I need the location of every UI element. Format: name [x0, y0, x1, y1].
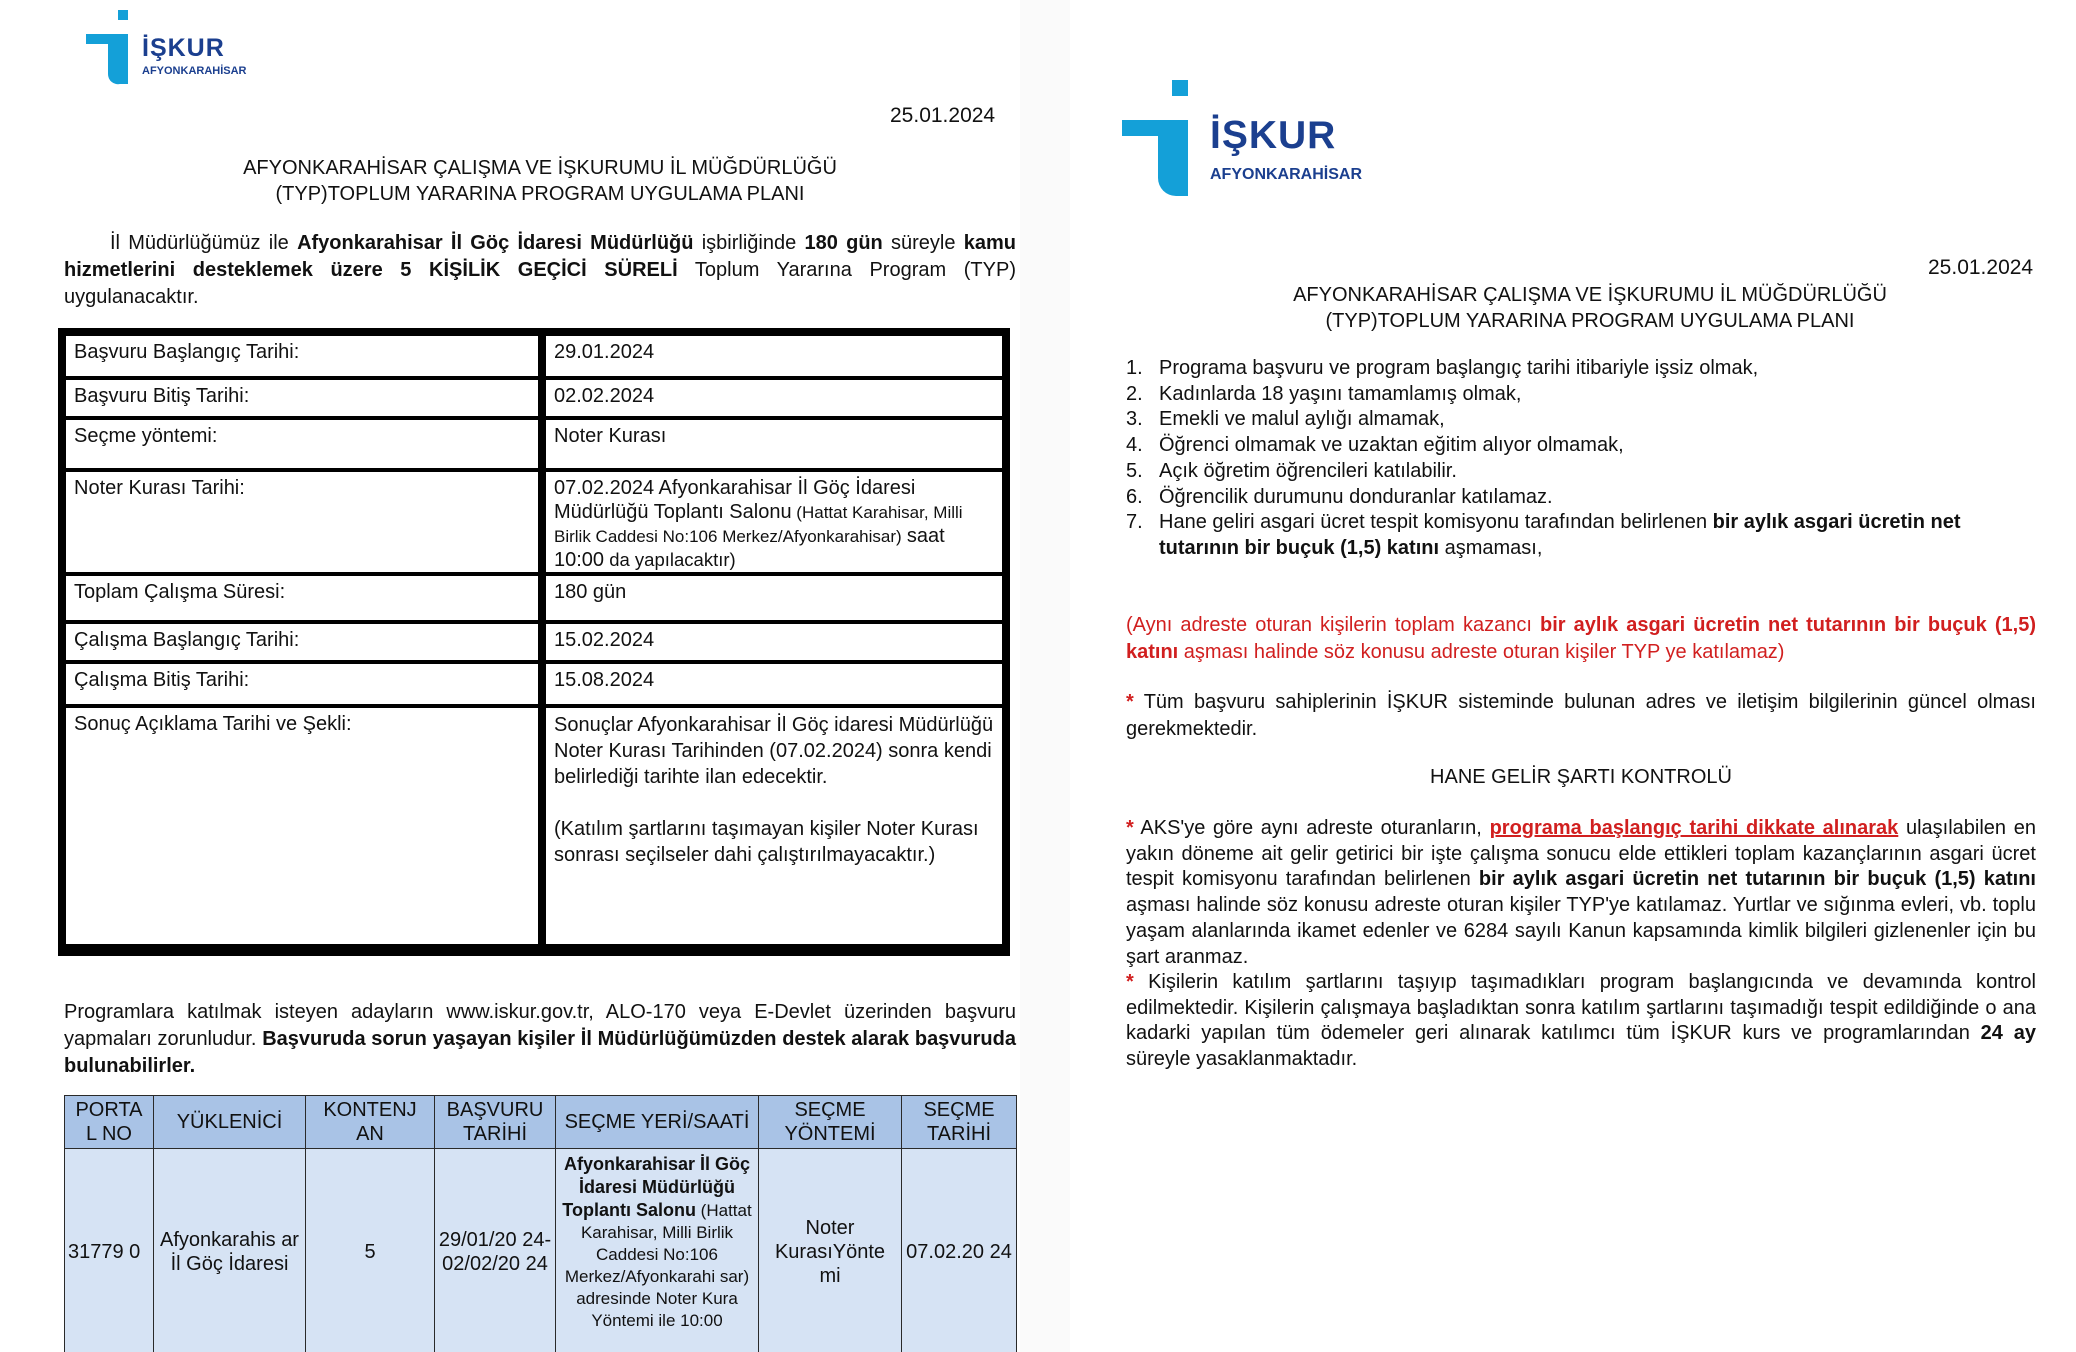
list-number: 6. [1126, 485, 1143, 508]
paragraph-bold: 24 ay [1980, 1022, 2036, 1045]
info-label: Çalışma Bitiş Tarihi: [66, 664, 538, 704]
list-number: 7. [1126, 511, 1143, 534]
intro-text: İl Müdürlüğümüz ile [110, 232, 298, 254]
selection-place-cell [556, 1149, 759, 1352]
info-value: Noter Kurası [546, 420, 1002, 468]
col-header: PORTA L NO [65, 1096, 154, 1149]
asterisk-icon: * [1126, 817, 1134, 839]
program-info-table [58, 328, 1010, 956]
list-item [1126, 510, 2036, 561]
place-bold: Afyonkarahisar İl Göç İdaresi Müdürlüğü Toplantı Salonu [562, 1154, 751, 1220]
application-date-cell: 29/01/20 24- 02/02/20 24 [435, 1149, 556, 1352]
place-text: (Hattat Karahisar, Milli Birlik Caddesi No:106 Merkez/Afyonkarahi sar) adresinde Noter Kura Yöntemi ile 10:00 [564, 1201, 752, 1330]
title-line-1: AFYONKARAHİSAR ÇALIŞMA VE İŞKURUMU İL MÜĞDÜRLÜĞÜ [243, 157, 837, 179]
list-text: Açık öğretim öğrencileri katılabilir. [1159, 459, 1457, 482]
program-table [64, 1095, 1017, 1352]
note-text: aşması halinde söz konusu adreste oturan kişiler TYP ye katılamaz) [1178, 641, 1785, 663]
list-item [1126, 433, 2036, 459]
document-date: 25.01.2024 [1928, 256, 2034, 279]
intro-paragraph [64, 230, 1016, 311]
table-row [65, 1149, 1017, 1352]
result-note: (Katılım şartlarını taşımayan kişiler Noter Kurası sonrası seçilseler dahi çalıştırılmayacaktır.) [554, 818, 979, 866]
info-value: 02.02.2024 [546, 380, 1002, 416]
list-number: 5. [1126, 459, 1143, 482]
section-heading: HANE GELİR ŞARTI KONTROLÜ [1430, 766, 1732, 788]
table-header-row [65, 1096, 1017, 1149]
iskur-logo [1120, 78, 1360, 202]
info-value: 180 gün [546, 576, 1002, 620]
income-check-paragraph [1126, 816, 2036, 970]
intro-text: süreyle [882, 232, 964, 254]
col-header: BAŞVURU TARİHİ [435, 1096, 556, 1149]
logo-subtitle: AFYONKARAHİSAR [1210, 166, 1362, 183]
selection-date-cell: 07.02.20 24 [902, 1149, 1017, 1352]
left-page [0, 0, 1020, 1352]
info-value: 29.01.2024 [546, 336, 1002, 376]
title-line-1: AFYONKARAHİSAR ÇALIŞMA VE İŞKURUMU İL MÜĞDÜRLÜĞÜ [1293, 284, 1887, 306]
result-text: Sonuçlar Afyonkarahisar İl Göç idaresi Müdürlüğü Noter Kurası Tarihinden (07.02.2024) sonra kendi belirlediği tarihte ilan edecektir. [554, 714, 994, 788]
intro-text: işbirliğinde [693, 232, 805, 254]
info-label: Seçme yöntemi: [66, 420, 538, 468]
info-row [66, 708, 1002, 948]
logo-subtitle: AFYONKARAHİSAR [142, 65, 247, 77]
list-text: Programa başvuru ve program başlangıç tarihi itibariyle işsiz olmak, [1159, 357, 1759, 379]
start-date-emphasis: programa başlangıç tarihi dikkate alınarak [1489, 817, 1899, 839]
logo-wordmark: İŞKUR [1210, 114, 1337, 157]
portal-no-cell: 31779 0 [65, 1149, 154, 1352]
info-label: Çalışma Başlangıç Tarihi: [66, 624, 538, 660]
info-row [66, 664, 1002, 708]
list-bold: bir aylık asgari ücretin net tutarının bir buçuk (1,5) katını [1159, 511, 1961, 559]
info-value [546, 472, 1002, 572]
asterisk-icon: * [1126, 971, 1134, 993]
paragraph-text: aşması halinde söz konusu adreste oturan kişiler TYP'ye katılamaz. Yurtlar ve sığınma evleri, vb. toplu yaşam alanlarında ikamet edenler ve 6284 sayılı Kanun kapsamında kimlik bilgileri gizlenenler için bu şart aranmaz. [1126, 894, 2036, 968]
info-value-text: saat 10:00 [554, 525, 945, 571]
list-number: 2. [1126, 382, 1143, 405]
document-date: 25.01.2024 [890, 104, 996, 127]
application-bold: Başvuruda sorun yaşayan kişiler İl Müdürlüğümüzden destek alarak başvuruda bulunabilirler. [64, 1028, 1016, 1077]
document-title [1140, 282, 2040, 334]
info-value-text: da yapılacaktır) [604, 549, 736, 570]
list-item [1126, 382, 2036, 408]
paragraph-text: süreyle yasaklanmaktadır. [1126, 1048, 1358, 1071]
paragraph-text: Kişilerin katılım şartlarını taşıyıp taşımadıkları program başlangıcında ve devamında kontrol edilmektedir. Kişilerin çalışmaya başladıktan sonra katılım şartlarını taşımadığı tespit edildiğinde o ana kadarki yapılan tüm ödemeler geri alınarak katılımcı tüm İŞKUR kurs ve programlarından [1126, 971, 2036, 1045]
asterisk-icon: * [1126, 691, 1134, 713]
list-number: 4. [1126, 434, 1143, 457]
title-line-2: (TYP)TOPLUM YARARINA PROGRAM UYGULAMA PLANI [275, 183, 805, 205]
page-gutter [1020, 0, 1070, 1352]
list-text: Öğrenci olmamak ve uzaktan eğitim alıyor olmamak, [1159, 434, 1624, 457]
col-header: SEÇME TARİHİ [902, 1096, 1017, 1149]
list-item [1126, 356, 2036, 382]
logo-wordmark: İŞKUR [142, 34, 225, 62]
info-value-text: (Hattat Karahisar, Milli Birlik Caddesi No:106 Merkez/Afyonkarahisar) [554, 503, 963, 546]
info-label: Başvuru Bitiş Tarihi: [66, 380, 538, 416]
paragraph-text: AKS'ye göre aynı adreste oturanların, [1133, 817, 1490, 839]
info-row [66, 576, 1002, 624]
info-label: Noter Kurası Tarihi: [66, 472, 538, 572]
contact-info-note [1126, 689, 2036, 743]
list-item [1126, 407, 2036, 433]
list-text: Kadınlarda 18 yaşını tamamlamış olmak, [1159, 382, 1522, 405]
note-bold: bir aylık asgari ücretin net tutarının bir buçuk (1,5) katını [1126, 614, 2036, 663]
quota-cell: 5 [306, 1149, 435, 1352]
paragraph-bold: bir aylık asgari ücretin net tutarının bir buçuk (1,5) katını [1478, 868, 2036, 891]
note-text: Tüm başvuru sahiplerinin İŞKUR sisteminde bulunan adres ve iletişim bilgilerinin güncel olması gerekmektedir. [1126, 691, 2036, 740]
iskur-logo [84, 8, 247, 88]
list-item [1126, 459, 2036, 485]
selection-method-cell: Noter KurasıYönte mi [759, 1149, 902, 1352]
intro-bold: Afyonkarahisar İl Göç İdaresi Müdürlüğü [297, 232, 694, 254]
col-header: KONTENJ AN [306, 1096, 435, 1149]
iskur-plus-icon [1120, 78, 1200, 202]
household-income-note [1126, 612, 2036, 666]
list-text: aşmaması, [1439, 536, 1543, 559]
info-value-text: 07.02.2024 Afyonkarahisar İl Göç İdaresi Müdürlüğü Toplantı Salonu [554, 477, 916, 523]
intro-bold: 180 gün [804, 232, 883, 254]
col-header: YÜKLENİCİ [154, 1096, 306, 1149]
info-row [66, 420, 1002, 472]
paragraph-text: ulaşılabilen en yakın döneme ait gelir getirici bir işte çalışma sonucu elde ettikleri toplam kazançlarının asgari ücret tespit komisyonu tarafından belirlenen [1126, 817, 2036, 891]
list-number: 3. [1126, 408, 1143, 431]
col-header: SEÇME YÖNTEMİ [759, 1096, 902, 1149]
eligibility-list [1126, 356, 2036, 562]
intro-bold: kamu hizmetlerini desteklemek üzere 5 KİŞİLİK GEÇİCİ SÜRELİ [64, 232, 1016, 281]
list-item [1126, 485, 2036, 511]
list-text: Öğrencilik durumunu donduranlar katılamaz. [1159, 485, 1553, 508]
info-row [66, 624, 1002, 664]
document-title [90, 155, 990, 207]
list-text: Emekli ve malul aylığı almamak, [1159, 408, 1445, 431]
info-label: Başvuru Başlangıç Tarihi: [66, 336, 538, 376]
info-row [66, 472, 1002, 576]
info-row [66, 336, 1002, 380]
info-value: 15.02.2024 [546, 624, 1002, 660]
note-text: (Aynı adreste oturan kişilerin toplam kazancı [1126, 614, 1540, 636]
application-text: Programlara katılmak isteyen adayların www.iskur.gov.tr, ALO-170 veya E-Devlet üzerinden başvuru yapmaları zorunludur. [64, 1001, 1016, 1050]
info-value [546, 708, 1002, 944]
info-label: Sonuç Açıklama Tarihi ve Şekli: [66, 708, 538, 944]
info-value: 15.08.2024 [546, 664, 1002, 704]
right-page [1070, 0, 2076, 1352]
info-label: Toplam Çalışma Süresi: [66, 576, 538, 620]
info-row [66, 380, 1002, 420]
list-text: Hane geliri asgari ücret tespit komisyonu tarafından belirlenen [1159, 511, 1713, 534]
ban-paragraph [1126, 970, 2036, 1073]
list-number: 1. [1126, 357, 1143, 379]
intro-text: Toplum Yararına Program (TYP) uygulanacaktır. [64, 259, 1016, 308]
contractor-cell: Afyonkarahis ar İl Göç İdaresi [154, 1149, 306, 1352]
application-paragraph [64, 999, 1016, 1080]
col-header: SEÇME YERİ/SAATİ [556, 1096, 759, 1149]
iskur-plus-icon [84, 8, 136, 88]
title-line-2: (TYP)TOPLUM YARARINA PROGRAM UYGULAMA PLANI [1325, 310, 1855, 332]
